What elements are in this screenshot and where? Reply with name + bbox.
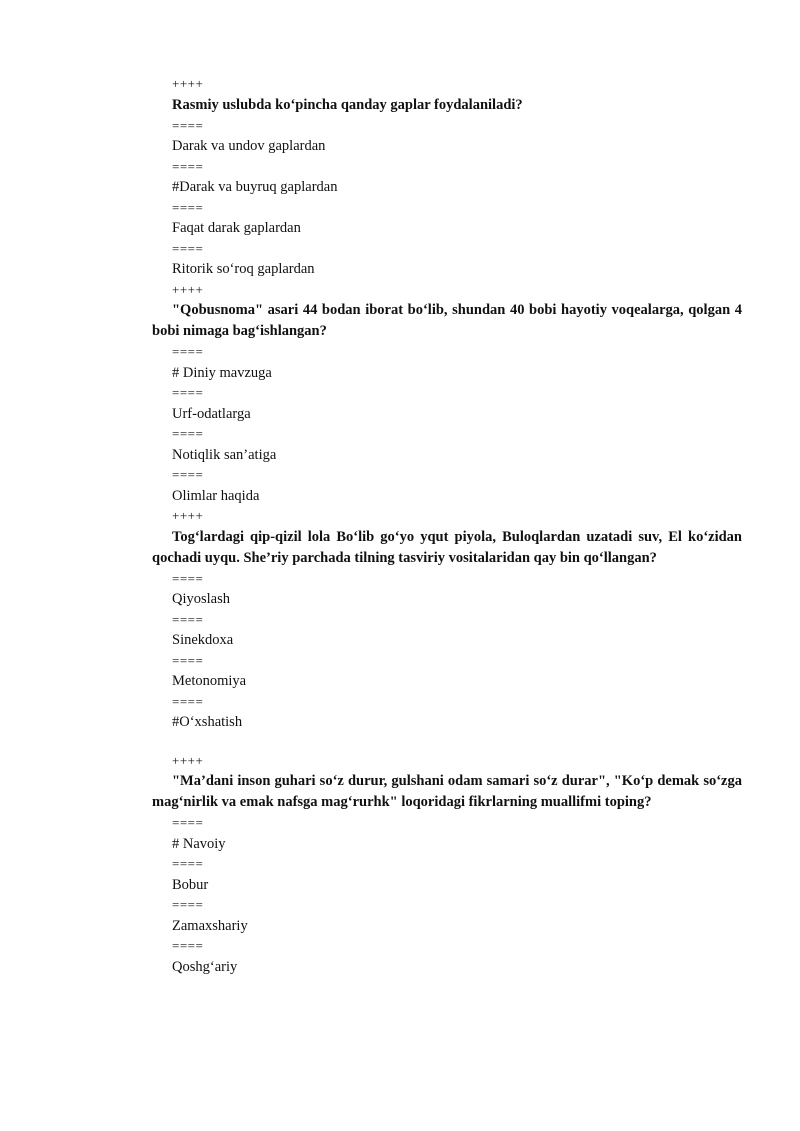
answer-option: Zamaxshariy: [172, 917, 248, 934]
option-separator: ====: [172, 652, 204, 668]
answer-option: Olimlar haqida: [172, 487, 260, 504]
answer-option: Bobur: [172, 876, 209, 893]
answer-option: Darak va undov gaplardan: [172, 138, 326, 154]
quiz-block: [0, 280, 800, 507]
answer-option: Notiqlik san’atiga: [172, 446, 277, 463]
answer-option: # Diniy mavzuga: [172, 364, 272, 381]
option-separator: ====: [172, 938, 204, 953]
answer-option: # Navoiy: [172, 835, 226, 852]
quiz-block: [0, 506, 800, 733]
answer-option: #Darak va buyruq gaplardan: [172, 179, 338, 195]
option-separator: ====: [172, 693, 204, 709]
option-separator: ====: [172, 815, 204, 830]
question-marker: ++++: [172, 76, 204, 91]
answer-option: Qoshg‘ariy: [172, 958, 238, 975]
blank-spacer: [0, 733, 800, 751]
answer-option: Metonomiya: [172, 673, 247, 689]
answer-option: Ritorik so‘roq gaplardan: [172, 261, 315, 277]
option-separator: ====: [172, 158, 204, 174]
option-separator: ====: [172, 570, 204, 586]
option-separator: ====: [172, 385, 204, 400]
question-text: Tog‘lardagi qip-qizil lola Bo‘lib go‘yo yqut piyola, Buloqlardan uzatadi suv, El ko‘zidan qochadi uyqu. She’riy parchada tilning tasviriy vositalaridan qay bin qo‘llangan?: [152, 528, 742, 566]
quiz-block: [0, 74, 800, 280]
answer-option: Urf-odatlarga: [172, 405, 251, 422]
option-separator: ====: [172, 897, 204, 912]
option-separator: ====: [172, 426, 204, 441]
answer-option: Sinekdoxa: [172, 632, 234, 648]
question-marker: ++++: [172, 752, 204, 768]
quiz-block: [0, 751, 800, 978]
question-text: "Qobusnoma" asari 44 bodan iborat bo‘lib, shundan 40 bobi hayotiy voqealarga, qolgan 4 bobi nimaga bag‘ishlangan?: [152, 302, 742, 339]
option-separator: ====: [172, 611, 204, 627]
answer-option: #O‘xshatish: [172, 714, 243, 730]
answer-option: Qiyoslash: [172, 591, 230, 607]
answer-option: Faqat darak gaplardan: [172, 220, 301, 236]
option-separator: ====: [172, 117, 204, 133]
question-text: Rasmiy uslubda ko‘pincha qanday gaplar foydalaniladi?: [172, 96, 523, 113]
question-text: "Ma’dani inson guhari so‘z durur, gulshani odam samari so‘z durar", "Ko‘p demak so‘zga mag‘nirlik va emak nafsga mag‘rurhk" loqoridagi fikrlarning muallifmi toping?: [152, 773, 742, 810]
question-marker: ++++: [172, 281, 204, 297]
option-separator: ====: [172, 344, 204, 359]
question-marker: ++++: [172, 508, 204, 523]
option-separator: ====: [172, 199, 204, 215]
document-page: [0, 74, 800, 977]
option-separator: ====: [172, 467, 204, 482]
option-separator: ====: [172, 240, 204, 256]
option-separator: ====: [172, 856, 204, 871]
